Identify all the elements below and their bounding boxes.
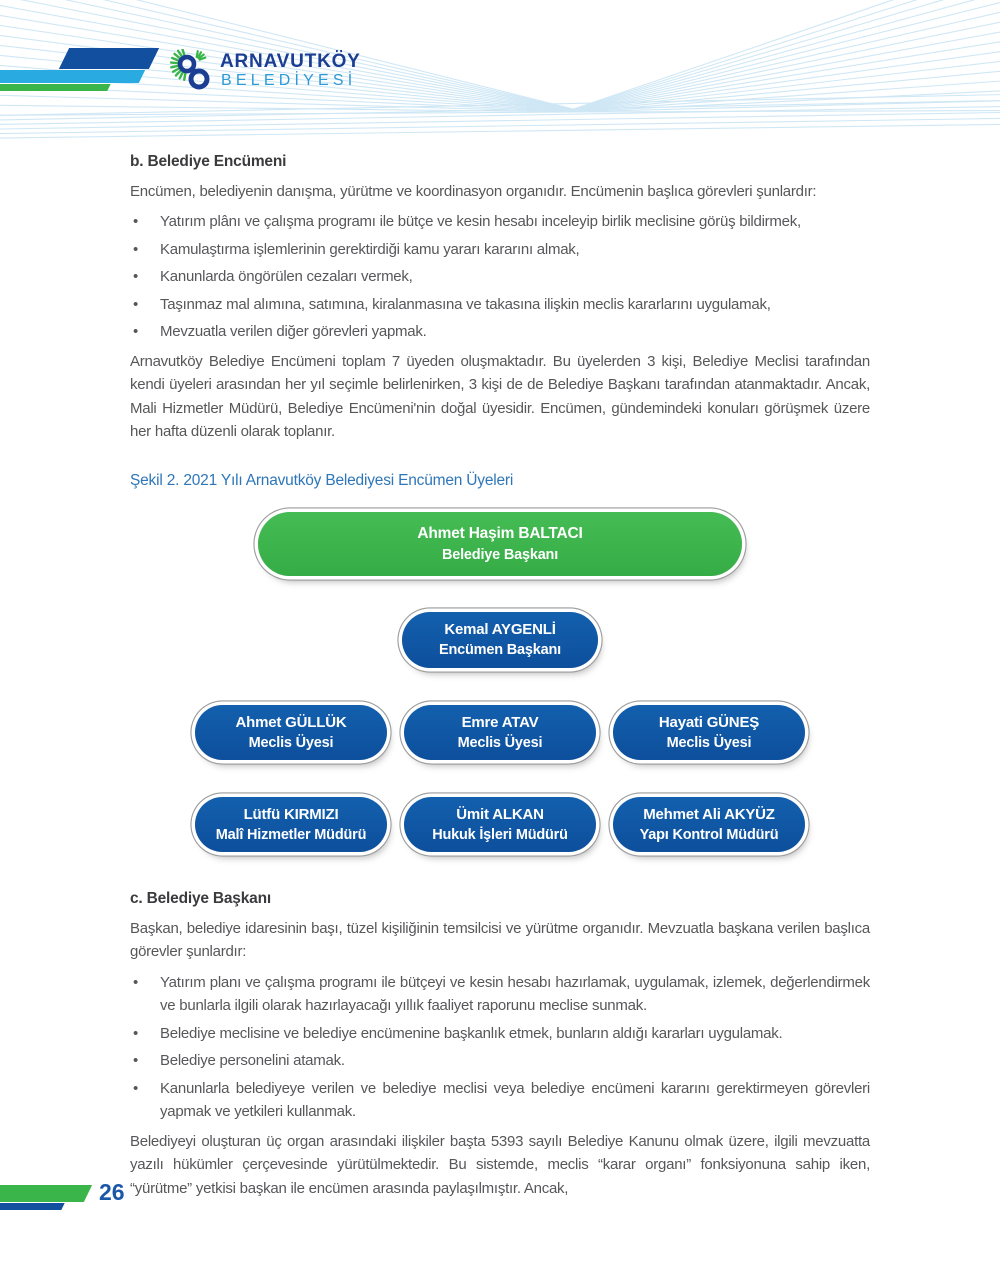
bullet-item: • Yatırım planı ve çalışma programı ile bütçeyi ve kesin hesabı hazırlamak, uygulamak, izlemek, değerlendirmek ve bunlarla ilgili olarak hazırlayacağı yıllık faaliyet raporunu meclise sunmak. [130, 971, 870, 1018]
footer-stripe-navy [0, 1203, 65, 1210]
org-node-name: Ahmet Haşim BALTACI [417, 524, 583, 542]
org-node-mayor [258, 512, 742, 576]
org-node-name: Ahmet GÜLLÜK [235, 713, 347, 731]
org-node-title: Meclis Üyesi [666, 734, 752, 751]
org-node-title: Meclis Üyesi [248, 734, 334, 751]
org-chart-row [130, 797, 870, 852]
org-chart-row [130, 705, 870, 760]
org-node-title: Yapı Kontrol Müdürü [639, 826, 779, 843]
section-c-intro: Başkan, belediye idaresinin başı, tüzel kişiliğinin temsilcisi ve yürütme organıdır. Mevzuatla başkana verilen başlıca görevler şunlardır: [130, 919, 870, 960]
org-node-member [613, 705, 805, 760]
section-b-bullet-list [130, 210, 870, 344]
footer-stripe-green [0, 1185, 92, 1202]
figure-caption: Şekil 2. 2021 Yılı Arnavutköy Belediyesi Encümen Üyeleri [130, 471, 514, 489]
bullet-item: • Kanunlarla belediyeye verilen ve belediye meclisi veya belediye encümeni kararını gerektirmeyen görevleri yapmak ve yetkileri kullanmak. [130, 1077, 870, 1124]
org-node-name: Hayati GÜNEŞ [658, 713, 760, 731]
org-node-name: Lütfü KIRMIZI [243, 805, 339, 823]
encumen-org-chart [130, 512, 870, 852]
org-node-member [195, 705, 387, 760]
org-node-title: Encümen Başkanı [439, 642, 561, 659]
section-b-paragraph: Arnavutköy Belediye Encümeni toplam 7 üyeden oluşmaktadır. Bu üyelerden 3 kişi, Belediye Meclisi tarafından kendi üyeleri arasından her yıl seçimle belirlenirken, 3 kişi de de Belediye Başkanı tarafından atanmaktadır. Ancak, Mali Hizmetler Müdürü, Belediye Encümeni'nin doğal üyesidir. Encümen, gündemindeki konuları görüşmek üzere her hafta düzenli olarak toplanır. [130, 352, 870, 440]
org-node-name: Emre ATAV [461, 713, 539, 731]
bullet-item: • Kamulaştırma işlemlerinin gerektirdiği kamu yararı kararını almak, [130, 238, 870, 262]
org-node-member [195, 797, 387, 852]
section-b-intro: Encümen, belediyenin danışma, yürütme ve koordinasyon organıdır. Encümenin başlıca görevleri şunlardır: [130, 182, 817, 200]
bullet-item: • Taşınmaz mal alımına, satımına, kiralanmasına ve takasına ilişkin meclis kararlarını uygulamak, [130, 293, 870, 317]
bullet-item: • Yatırım plânı ve çalışma programı ile bütçe ve kesin hesabı inceleyip birlik meclisine görüş bildirmek, [130, 210, 870, 234]
section-c-heading: c. Belediye Başkanı [130, 890, 271, 907]
org-node-title: Belediye Başkanı [441, 546, 559, 563]
section-c-bullet-list [130, 971, 870, 1124]
section-c-paragraph: Belediyeyi oluşturan üç organ arasındaki ilişkiler başta 5393 sayılı Belediye Kanunu olmak üzere, ilgili mevzuatta yazılı hükümler çerçevesinde yürütülmektedir. Bu sistemde, meclis “karar organı” fonksiyonuna sahip iken, “yürütme” yetkisi başkan ile encümen arasında paylaşılmıştır. Ancak, [130, 1132, 870, 1197]
org-node-name: Kemal AYGENLİ [444, 621, 556, 639]
org-node-title: Hukuk İşleri Müdürü [432, 826, 568, 843]
brand-subtitle: BELEDİYESİ [221, 72, 357, 89]
bullet-item: • Belediye meclisine ve belediye encümenine başkanlık etmek, bunların aldığı kararları uygulamak. [130, 1022, 870, 1046]
section-b-heading: b. Belediye Encümeni [130, 153, 287, 170]
org-node-member [404, 797, 596, 852]
org-node-name: Mehmet Ali AKYÜZ [643, 805, 775, 823]
org-node-member [613, 797, 805, 852]
page-number: 26 [99, 1179, 125, 1205]
org-node-name: Ümit ALKAN [456, 805, 544, 823]
bullet-item: • Belediye personelini atamak. [130, 1049, 870, 1073]
org-node-title: Malî Hizmetler Müdürü [215, 826, 367, 843]
org-node-member [404, 705, 596, 760]
org-node-chair [402, 612, 598, 668]
bullet-item: • Mevzuatla verilen diğer görevleri yapmak. [130, 320, 870, 344]
brand-name: ARNAVUTKÖY [220, 51, 361, 72]
bullet-item: • Kanunlarda öngörülen cezaları vermek, [130, 265, 870, 289]
org-node-title: Meclis Üyesi [457, 734, 543, 751]
